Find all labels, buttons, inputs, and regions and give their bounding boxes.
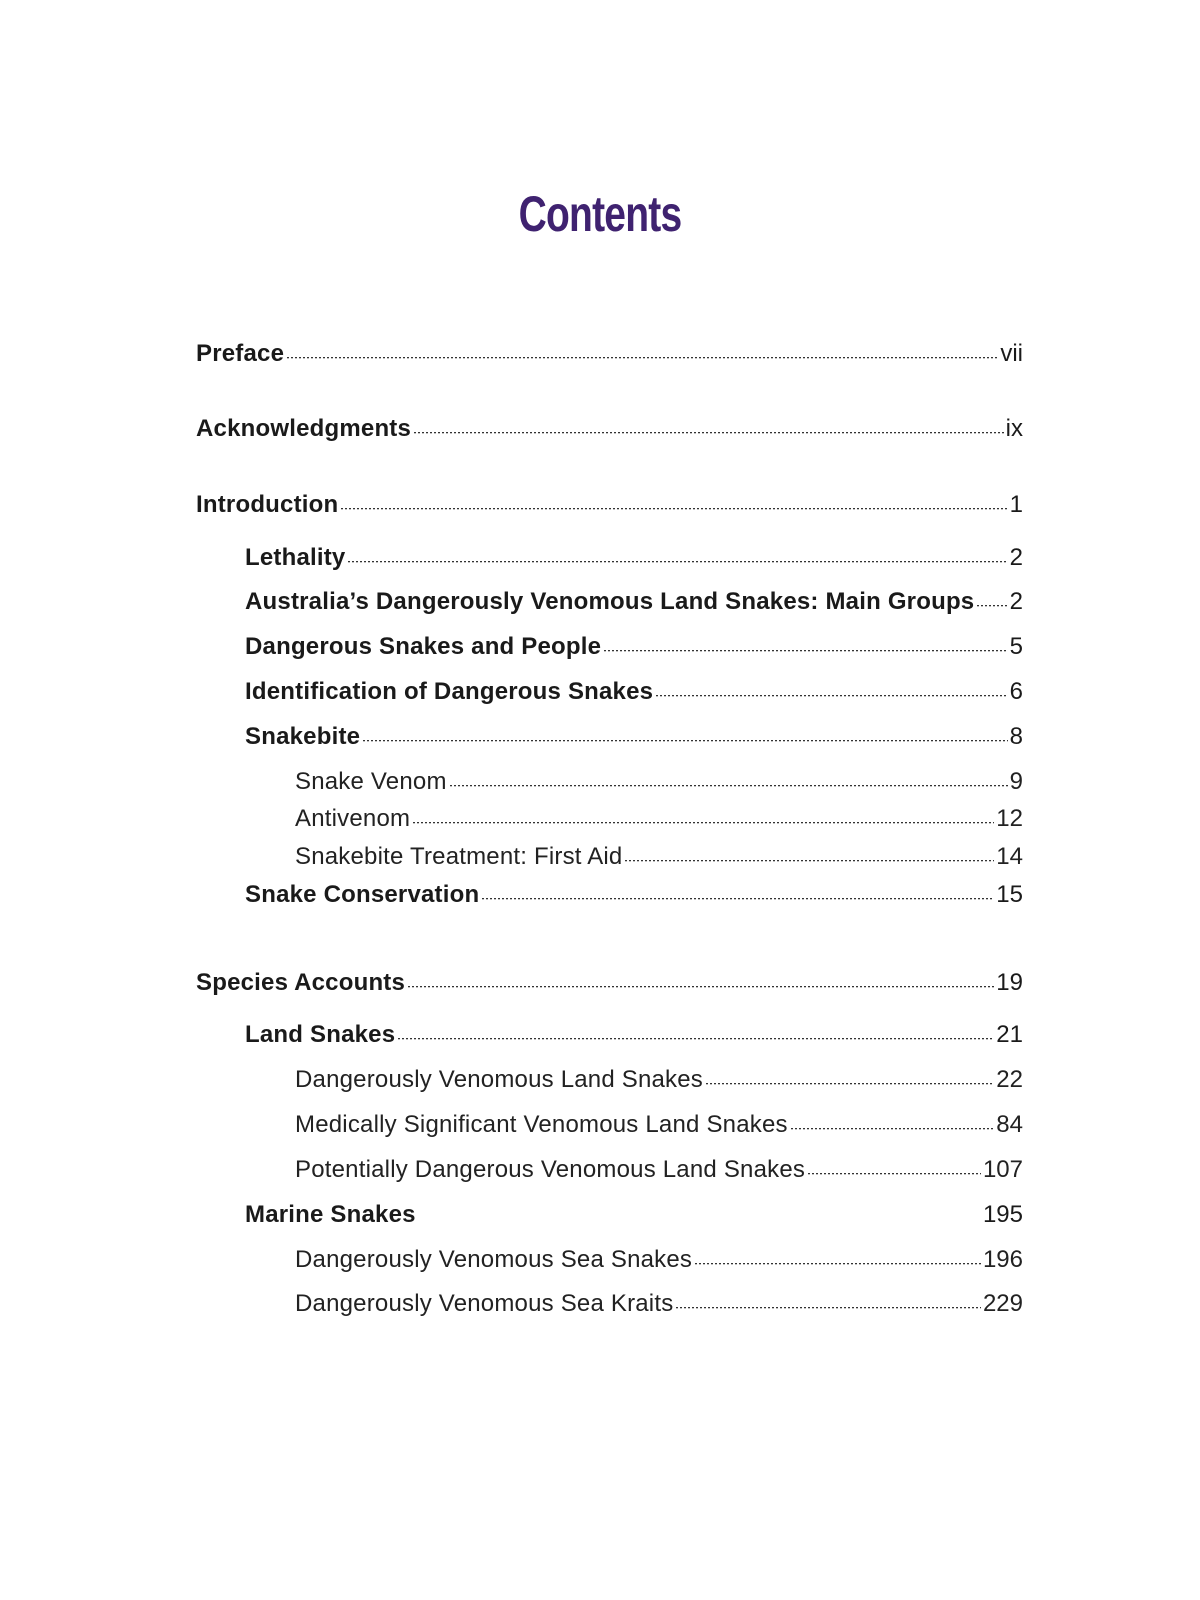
toc-entry-label: Introduction bbox=[196, 491, 339, 518]
toc-entry-identification[interactable] bbox=[245, 677, 1023, 707]
toc-entry-page: vii bbox=[1000, 340, 1023, 367]
dot-leader bbox=[362, 740, 1007, 742]
dot-leader bbox=[655, 695, 1007, 697]
dot-leader bbox=[413, 432, 1004, 434]
toc-entry-first-aid[interactable] bbox=[295, 842, 1023, 872]
dot-leader bbox=[412, 822, 994, 824]
dot-leader bbox=[286, 357, 998, 359]
toc-entry-page: 5 bbox=[1009, 633, 1023, 660]
toc-entry-species-accounts[interactable] bbox=[196, 968, 1023, 998]
toc-entry-land-snakes[interactable] bbox=[245, 1020, 1023, 1050]
toc-entry-page: 15 bbox=[996, 881, 1023, 908]
toc-entry-label: Snakebite bbox=[245, 723, 361, 750]
dot-leader bbox=[340, 508, 1007, 510]
toc-entry-label: Dangerously Venomous Land Snakes bbox=[295, 1066, 704, 1093]
toc-entry-label: Dangerous Snakes and People bbox=[245, 633, 602, 660]
toc-entry-page: ix bbox=[1005, 415, 1023, 442]
leader-spacer bbox=[418, 1218, 981, 1220]
dot-leader bbox=[407, 986, 994, 988]
toc-entry-label: Acknowledgments bbox=[196, 415, 412, 442]
toc-entry-label: Medically Significant Venomous Land Snakes bbox=[295, 1111, 788, 1138]
dot-leader bbox=[705, 1083, 994, 1085]
toc-entry-snake-venom[interactable] bbox=[295, 767, 1023, 797]
toc-entry-medically-significant[interactable] bbox=[295, 1110, 1023, 1140]
toc-entry-main-groups[interactable] bbox=[245, 587, 1023, 617]
toc-entry-label: Australia’s Dangerously Venomous Land Snakes: Main Groups bbox=[245, 588, 975, 615]
toc-entry-label: Snake Venom bbox=[295, 768, 447, 795]
dot-leader bbox=[624, 860, 994, 862]
toc-entry-marine-snakes[interactable] bbox=[245, 1200, 1023, 1230]
toc-entry-page: 84 bbox=[996, 1111, 1023, 1138]
toc-entry-page: 196 bbox=[982, 1246, 1023, 1273]
page-title: Contents bbox=[518, 186, 682, 242]
toc-entry-snake-conservation[interactable] bbox=[245, 880, 1023, 910]
toc-entry-dangerously-venomous-land-snakes[interactable] bbox=[295, 1065, 1023, 1095]
toc-entry-page: 6 bbox=[1009, 678, 1023, 705]
toc-entry-label: Species Accounts bbox=[196, 969, 406, 996]
toc-entry-snakebite[interactable] bbox=[245, 722, 1023, 752]
toc-entry-dangerous-snakes-and-people[interactable] bbox=[245, 632, 1023, 662]
dot-leader bbox=[603, 650, 1007, 652]
toc-entry-label: Antivenom bbox=[295, 805, 411, 832]
dot-leader bbox=[481, 898, 994, 900]
toc-entry-antivenom[interactable] bbox=[295, 804, 1023, 834]
toc-entry-page: 22 bbox=[996, 1066, 1023, 1093]
toc-entry-page: 229 bbox=[982, 1290, 1023, 1317]
toc-entry-label: Potentially Dangerous Venomous Land Snakes bbox=[295, 1156, 806, 1183]
toc-entry-page: 107 bbox=[982, 1156, 1023, 1183]
dot-leader bbox=[976, 605, 1007, 607]
toc-entry-acknowledgments[interactable] bbox=[196, 414, 1023, 444]
toc-entry-sea-kraits[interactable] bbox=[295, 1289, 1023, 1319]
toc-entry-label: Identification of Dangerous Snakes bbox=[245, 678, 654, 705]
toc-entry-sea-snakes[interactable] bbox=[295, 1245, 1023, 1275]
toc-entry-label: Snake Conservation bbox=[245, 881, 480, 908]
toc-entry-label: Dangerously Venomous Sea Snakes bbox=[295, 1246, 693, 1273]
toc-entry-introduction[interactable] bbox=[196, 490, 1023, 520]
toc-entry-label: Lethality bbox=[245, 544, 346, 571]
toc-entry-page: 195 bbox=[982, 1201, 1023, 1228]
toc-entry-label: Land Snakes bbox=[245, 1021, 396, 1048]
toc-entry-label: Marine Snakes bbox=[245, 1201, 416, 1228]
toc-entry-page: 2 bbox=[1009, 544, 1023, 571]
toc-entry-potentially-dangerous[interactable] bbox=[295, 1155, 1023, 1185]
dot-leader bbox=[790, 1128, 995, 1130]
dot-leader bbox=[397, 1038, 994, 1040]
dot-leader bbox=[807, 1173, 981, 1175]
dot-leader bbox=[347, 561, 1007, 563]
toc-entry-page: 8 bbox=[1009, 723, 1023, 750]
dot-leader bbox=[449, 785, 1008, 787]
dot-leader bbox=[694, 1263, 981, 1265]
toc-entry-label: Snakebite Treatment: First Aid bbox=[295, 843, 623, 870]
toc-entry-page: 12 bbox=[996, 805, 1023, 832]
toc-entry-page: 21 bbox=[996, 1021, 1023, 1048]
toc-entry-label: Dangerously Venomous Sea Kraits bbox=[295, 1290, 674, 1317]
toc-entry-preface[interactable] bbox=[196, 339, 1023, 369]
toc-entry-page: 14 bbox=[996, 843, 1023, 870]
toc-entry-page: 9 bbox=[1009, 768, 1023, 795]
toc-entry-label: Preface bbox=[196, 340, 285, 367]
toc-entry-lethality[interactable] bbox=[245, 543, 1023, 573]
toc-entry-page: 1 bbox=[1009, 491, 1023, 518]
toc-entry-page: 2 bbox=[1009, 588, 1023, 615]
toc-entry-page: 19 bbox=[996, 969, 1023, 996]
dot-leader bbox=[675, 1307, 981, 1309]
